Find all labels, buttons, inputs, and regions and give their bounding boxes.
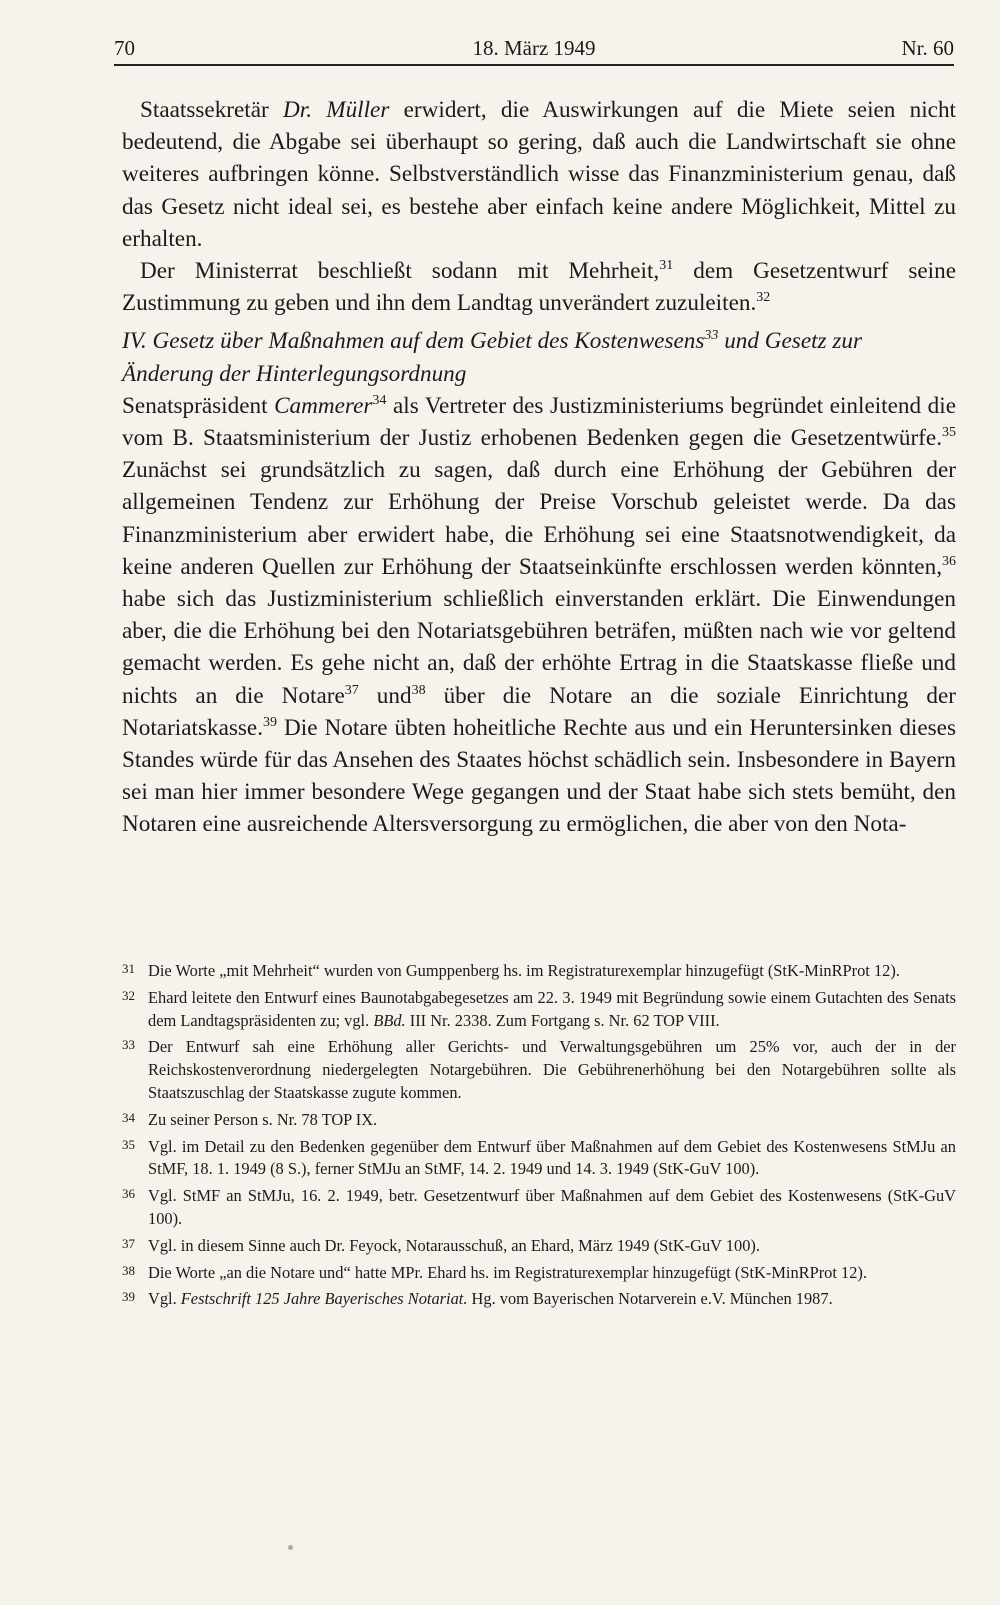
- footnote: [122, 1235, 956, 1258]
- running-header: [114, 34, 954, 66]
- footnote-number: 36: [122, 1186, 135, 1202]
- footnote-italic: BBd.: [373, 1010, 406, 1030]
- footnote-text: Der Entwurf sah eine Erhöhung aller Gerichts- und Verwaltungsgebühren um 25% vor, auch der in der Reichskostenverordnung niedergelegten Notargebühren. Die Gebührenerhöhung bei den Notargebühren sollte als Staatszuschlag der Staatskasse zugute kommen.: [148, 1037, 956, 1102]
- footnote: [122, 1262, 956, 1285]
- paragraph: [122, 255, 956, 319]
- person-name: Cammerer: [274, 392, 373, 419]
- heading-text: und Gesetz zur Änderung der Hinterlegungsordnung: [122, 328, 863, 387]
- text-run: als Vertreter des Justizministeriums begründet einleitend die vom B. Staatsministerium der Justiz erhobenen Bedenken gegen die Gesetzentwürfe.: [122, 392, 956, 452]
- footnote-number: 31: [122, 961, 135, 976]
- footnote-text: Die Worte „an die Notare und“ hatte MPr. Ehard hs. im Registraturexemplar hinzugefügt (StK-MinRProt 12).: [148, 1262, 867, 1282]
- text-run: Der Ministerrat beschließt sodann mit Mehrheit,: [140, 258, 660, 285]
- footnote-ref: 38: [411, 682, 426, 698]
- footnote-ref: 31: [659, 258, 674, 274]
- footnote-ref: 37: [344, 682, 359, 698]
- footnote: [122, 987, 956, 1033]
- footnote: [122, 1109, 956, 1132]
- footnote-text: Zu seiner Person s. Nr. 78 TOP IX.: [148, 1109, 378, 1129]
- main-text: [122, 94, 956, 841]
- footnote-text: Vgl.: [148, 1289, 181, 1309]
- footnote-ref: 39: [263, 714, 278, 730]
- footnote-text: Ehard leitete den Entwurf eines Baunotabgabegesetzes am 22. 3. 1949 mit Begründung sowie einem Gutachten des Senats dem Landtagspräsidenten zu; vgl.: [148, 987, 956, 1030]
- footnote: [122, 960, 956, 983]
- footnote-number: 37: [122, 1235, 135, 1251]
- footnote-ref: 35: [942, 425, 956, 441]
- text-run: über die Notare an die soziale Einrichtung der Notariatskasse.: [122, 682, 957, 741]
- text-run: erwidert, die Auswirkungen auf die Miete seien nicht bedeutend, die Abgabe sei überhaupt so gering, daß auch die Landwirtschaft sie ohne weiteres aufbringen könne. Selbstverständlich wisse das Finanzministerium genau, daß das Gesetz nicht ideal sei, es bestehe aber einfach keine andere Möglichkeit, Mittel zu erhalten.: [122, 97, 957, 252]
- footnote: [122, 1036, 956, 1104]
- person-name: Dr. Müller: [283, 97, 390, 123]
- footnote-number: 35: [122, 1136, 135, 1152]
- footnote-number: 32: [122, 987, 135, 1003]
- footnote-italic: Festschrift 125 Jahre Bayerisches Notariat.: [180, 1289, 468, 1309]
- footnote-number: 39: [122, 1289, 135, 1305]
- footnote-number: 38: [122, 1262, 135, 1278]
- print-speck: [288, 1545, 293, 1550]
- footnote-ref: 36: [942, 553, 956, 569]
- text-run: Senatspräsident: [122, 392, 275, 419]
- footnote: [122, 1136, 956, 1182]
- section-heading: [122, 325, 956, 389]
- page-number: 70: [114, 36, 135, 60]
- header-date: 18. März 1949: [472, 36, 596, 60]
- footnote-text: Die Worte „mit Mehrheit“ wurden von Gumppenberg hs. im Registraturexemplar hinzugefügt (StK-MinRProt 12).: [148, 961, 900, 980]
- text-run: Staatssekretär: [140, 97, 284, 123]
- footnote-text: Vgl. in diesem Sinne auch Dr. Feyock, Notarausschuß, an Ehard, März 1949 (StK-GuV 100).: [148, 1235, 760, 1255]
- footnote-text: III Nr. 2338. Zum Fortgang s. Nr. 62 TOP VIII.: [405, 1010, 720, 1030]
- footnote-ref: 34: [372, 392, 387, 408]
- footnote: [122, 1288, 956, 1311]
- text-run: und: [358, 682, 412, 709]
- footnote: [122, 1185, 956, 1231]
- heading-text: IV. Gesetz über Maßnahmen auf dem Gebiet des Kostenwesens: [122, 328, 705, 355]
- paragraph: [122, 390, 956, 841]
- footnote-ref: 33: [704, 328, 719, 344]
- text-run: Die Notare übten hoheitliche Rechte aus und ein Heruntersinken dieses Standes würde für das Ansehen des Staates höchst schädlich sein. Insbesondere in Bayern sei man hier immer besondere Wege gegangen und der Staat habe sich stets bemüht, den Notaren eine ausreichende Altersversorgung zu ermöglichen, die aber von den Nota-: [122, 714, 956, 838]
- text-run: habe sich das Justizministerium schließlich einverstanden erklärt. Die Einwendungen aber, die die Erhöhung bei den Notariatsgebühren beträfen, müßten nach wie vor geltend gemacht werden. Es gehe nicht an, daß der erhöhte Ertrag in die Staatskasse fließe und nichts an die Notare: [122, 586, 956, 709]
- footnotes: [122, 960, 956, 1315]
- text-run: Zunächst sei grundsätzlich zu sagen, daß durch eine Erhöhung der Gebühren der allgemeinen Tendenz zur Erhöhung der Preise Vorschub geleistet werde. Da das Finanzministerium aber erwidert habe, die Erhöhung sei eine Staatsnotwendigkeit, da keine anderen Quellen zur Erhöhung der Staatseinkünfte erschlossen werden könnten,: [122, 457, 956, 580]
- document-number: Nr. 60: [901, 36, 954, 60]
- footnote-text: Vgl. im Detail zu den Bedenken gegenüber dem Entwurf über Maßnahmen auf dem Gebiet des Kostenwesens StMJu an StMF, 18. 1. 1949 (8 S.), ferner StMJu an StMF, 14. 2. 1949 und 14. 3. 1949 (StK-GuV 100).: [148, 1136, 956, 1179]
- footnote-number: 34: [122, 1109, 135, 1125]
- footnote-text: Vgl. StMF an StMJu, 16. 2. 1949, betr. Gesetzentwurf über Maßnahmen auf dem Gebiet des Kostenwesens (StK-GuV 100).: [148, 1186, 956, 1228]
- footnote-text: Hg. vom Bayerischen Notarverein e.V. München 1987.: [467, 1289, 833, 1309]
- text-run: dem Gesetzentwurf seine Zustimmung zu geben und ihn dem Landtag unverändert zuzuleiten.: [122, 258, 956, 317]
- paragraph: [122, 94, 956, 255]
- footnote-ref: 32: [756, 290, 771, 306]
- footnote-number: 33: [122, 1037, 135, 1053]
